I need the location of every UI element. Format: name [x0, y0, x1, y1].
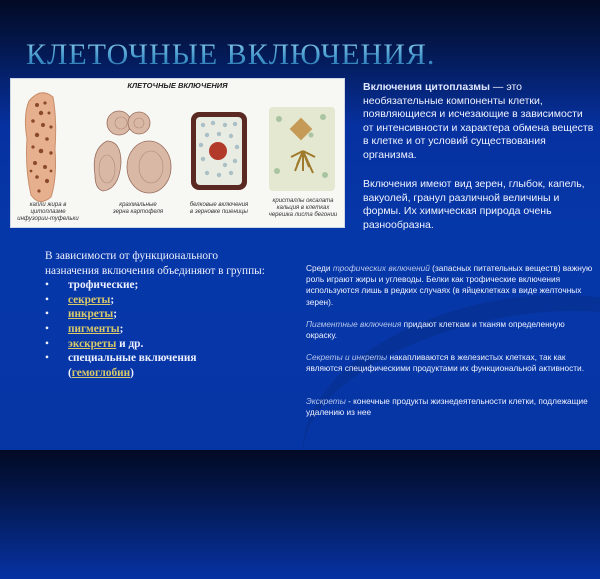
groups-intro: В зависимости от функционального назначения включения объединяют в группы: — [45, 250, 265, 277]
definition-text: — это необязательные компоненты клетки, появляющиеся и исчезающие в зависимости от интенсивности и характера обмена веществ в клетке и от условий существования организма. — [363, 81, 594, 161]
definition-term: Включения цитоплазмы — [363, 81, 490, 93]
list-item-trophic: • трофические; — [45, 279, 139, 292]
caption-oxalate: кристаллы оксалата кальция в клетках черешка листа бегонии — [268, 198, 338, 218]
detail-trophic: Среди трофических включений (запасных питательных веществ) важную роль играют жиры и углеводы. Белки как трофические включения используются лишь в редких случаях (в яйцеклетках в виде желточных зерен). — [306, 263, 593, 307]
link-excrets[interactable]: экскреты — [68, 337, 117, 350]
slide-title: КЛЕТОЧНЫЕ ВКЛЮЧЕНИЯ. — [26, 38, 436, 71]
detail-pigments: Пигментные включения придают клеткам и тканям определенную окраску. — [306, 319, 565, 341]
forms-paragraph: Включения имеют вид зерен, глыбок, капель, вакуолей, гранул различной величины и формы. Их химическая природа очень разнообразна. — [363, 178, 585, 231]
groups-section — [45, 249, 265, 380]
link-increts[interactable]: инкреты — [68, 308, 114, 321]
link-hemoglobin[interactable]: гемоглобин — [71, 366, 131, 379]
caption-starch: крахмальные зерна картофеля — [112, 202, 164, 215]
protein-inclusions-icon — [191, 112, 247, 190]
detail-secrets-increts: Секреты и инкреты накапливаются в железистых клетках, так как являются специфическими продуктами их функциональной активности. — [306, 352, 584, 374]
figure-title: КЛЕТОЧНЫЕ ВКЛЮЧЕНИЯ — [127, 81, 228, 90]
cell-inclusions-figure — [10, 78, 345, 228]
paramecium-fat-droplets-icon — [25, 93, 55, 202]
groups-list — [45, 278, 265, 380]
detail-excrets: Экскреты - конечные продукты жизнедеятельности клетки, подлежащие удалению из нее — [306, 396, 588, 418]
definition-paragraph — [363, 81, 595, 163]
link-pigments[interactable]: пигменты — [68, 322, 120, 335]
caption-protein: белковые включения в зерновке пшеницы — [189, 202, 249, 215]
list-item-increts: • инкреты; — [45, 308, 117, 321]
list-item-secrets: • секреты; — [45, 293, 115, 306]
caption-paramecium: капли жира в цитоплазме инфузории-туфельки — [17, 202, 79, 222]
list-item-pigments: • пигменты; — [45, 322, 124, 335]
starch-grains-icon — [94, 111, 171, 193]
link-secrets[interactable]: секреты — [68, 293, 111, 306]
list-item-excrets: • экскреты и др. — [45, 337, 144, 350]
calcium-oxalate-crystals-icon — [269, 107, 335, 191]
list-item-special: • специальные включения (гемоглобин) — [45, 352, 197, 379]
